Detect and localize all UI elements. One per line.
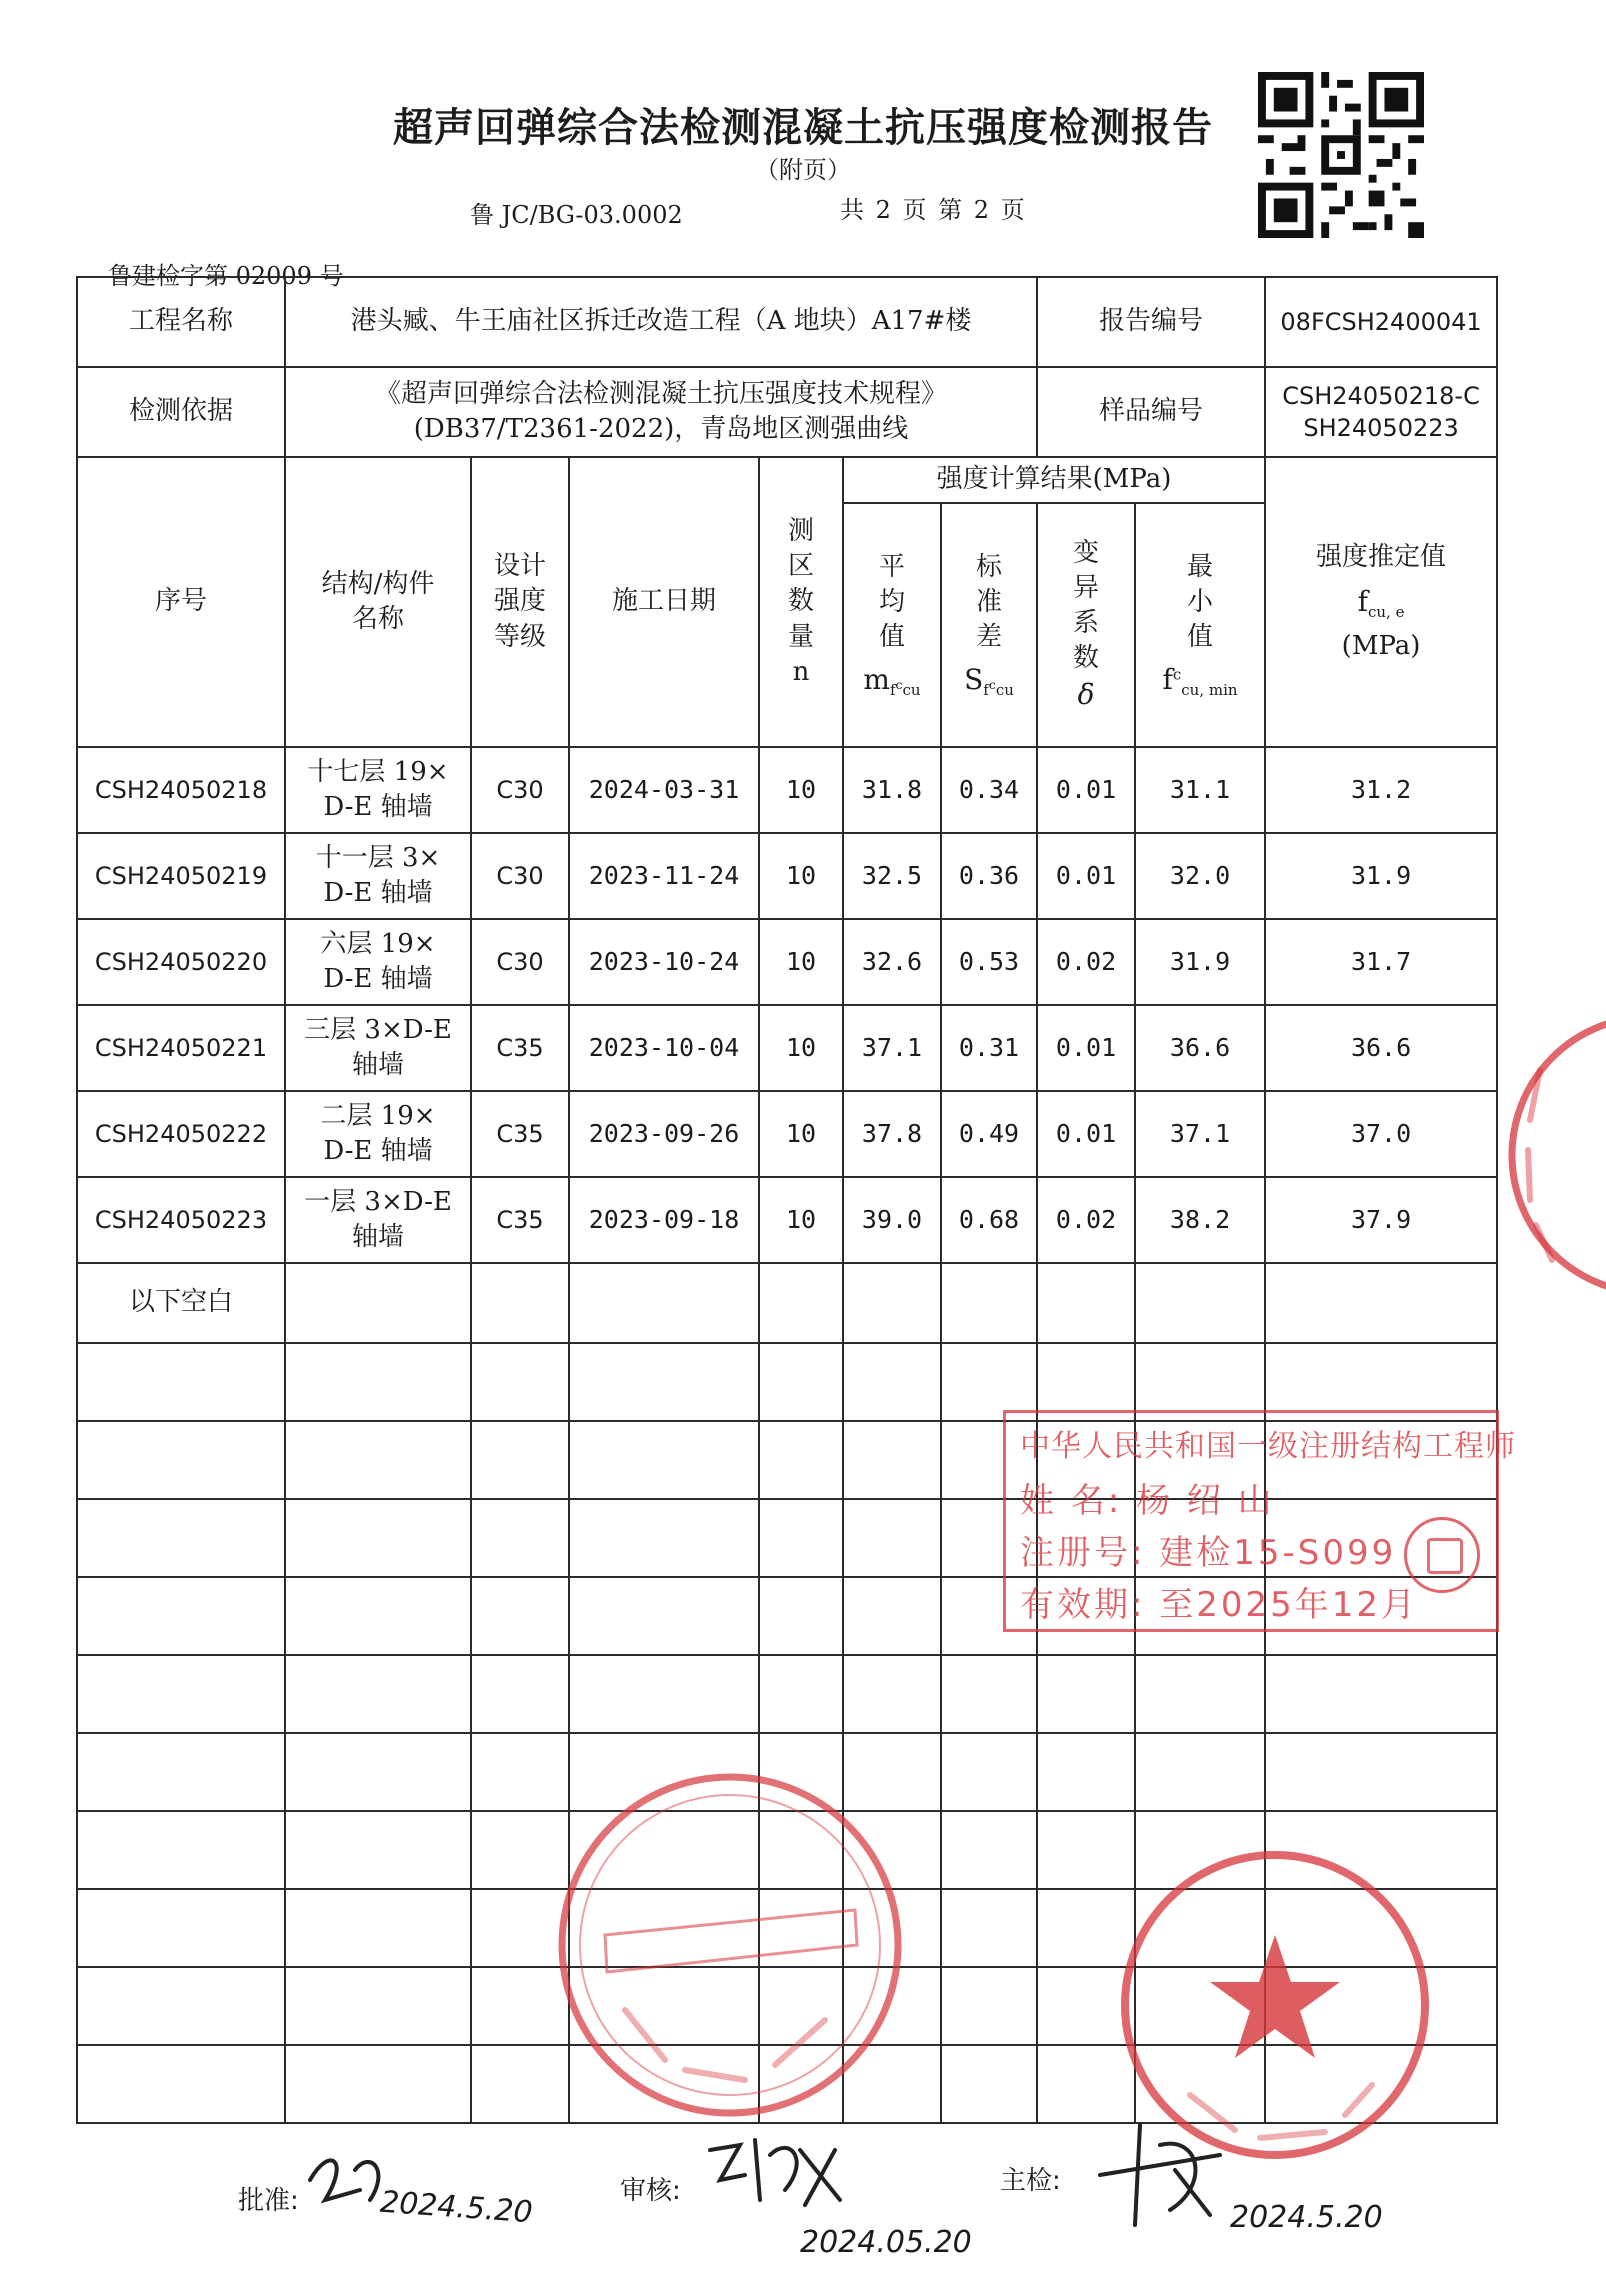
row-member-line-2: D-E 轴墙: [323, 1136, 433, 1166]
row-id: CSH24050223: [77, 1177, 285, 1263]
report-number-value: 08FCSH2400041: [1265, 277, 1497, 367]
col-min-ch-1: 小: [1187, 586, 1214, 617]
qr-code-icon: [1258, 72, 1424, 238]
row-cv: 0.02: [1037, 919, 1135, 1005]
sample-number-line-2: SH24050223: [1303, 414, 1459, 442]
row-count: 10: [759, 747, 843, 833]
review-signature: [700, 2130, 850, 2220]
col-date: 施工日期: [569, 457, 759, 747]
col-mean-ch-2: 值: [878, 621, 905, 652]
star-icon: [1210, 1935, 1340, 2058]
row-member-line-2: D-E 轴墙: [323, 878, 433, 908]
row-grade: C35: [471, 1091, 569, 1177]
col-grade: 设计强度等级: [471, 457, 569, 747]
table-row: [77, 919, 1497, 1005]
col-estimate: [1265, 457, 1497, 747]
row-cv: 0.01: [1037, 833, 1135, 919]
row-count: 10: [759, 833, 843, 919]
row-std: 0.68: [941, 1177, 1037, 1263]
inspect-label: 主检:: [1000, 2166, 1061, 2196]
row-member-line-2: 轴墙: [351, 1050, 404, 1080]
row-member-line-1: 十一层 3×: [315, 842, 441, 873]
row-cv: 0.01: [1037, 747, 1135, 833]
col-seq: 序号: [77, 457, 285, 747]
row-member: [285, 1005, 471, 1091]
col-calc-group: 强度计算结果(MPa): [843, 457, 1265, 503]
col-min-sym: f: [1162, 662, 1173, 696]
col-cv-ch-2: 系: [1073, 608, 1100, 639]
row-count: 10: [759, 1177, 843, 1263]
row-date: 2023-10-04: [569, 1005, 759, 1091]
row-id: CSH24050220: [77, 919, 285, 1005]
row-date: 2023-09-18: [569, 1177, 759, 1263]
col-cv-ch-3: 数: [1073, 643, 1100, 674]
row-grade: C30: [471, 919, 569, 1005]
row-estimate: 36.6: [1265, 1005, 1497, 1091]
row-mean: 37.8: [843, 1091, 941, 1177]
col-mean-sup: c: [895, 677, 903, 693]
col-cv-sym: δ: [1077, 678, 1095, 712]
row-member-line-2: D-E 轴墙: [323, 964, 433, 994]
row-mean: 31.8: [843, 747, 941, 833]
sample-number-label: 样品编号: [1037, 367, 1265, 457]
col-min: [1135, 503, 1265, 747]
table-row: [77, 1005, 1497, 1091]
row-member: [285, 747, 471, 833]
row-date: 2023-11-24: [569, 833, 759, 919]
row-member-line-1: 十七层 19×: [307, 756, 449, 787]
col-mean-sym: m: [863, 662, 890, 696]
row-std: 0.34: [941, 747, 1037, 833]
col-mean-ch-0: 平: [878, 551, 905, 582]
row-count: 10: [759, 919, 843, 1005]
col-std-sub2: cu: [995, 681, 1014, 700]
document-number: 鲁 JC/BG-03.0002: [470, 201, 683, 229]
engineer-stamp-name: 姓 名: 杨 绍 山: [1020, 1481, 1275, 1521]
table-row: [77, 833, 1497, 919]
col-min-ch-0: 最: [1187, 551, 1214, 582]
col-estimate-sub: cu, e: [1367, 603, 1405, 622]
blank-note: 以下空白: [77, 1263, 285, 1343]
row-min: 37.1: [1135, 1091, 1265, 1177]
basis-label: 检测依据: [77, 367, 285, 457]
row-member: [285, 919, 471, 1005]
row-member: [285, 1177, 471, 1263]
row-id: CSH24050222: [77, 1091, 285, 1177]
engineer-stamp-title: 中华人民共和国一级注册结构工程师: [1020, 1429, 1516, 1464]
review-date: 2024.05.20: [800, 2225, 972, 2260]
row-estimate: 31.9: [1265, 833, 1497, 919]
row-count: 10: [759, 1091, 843, 1177]
table-row: [77, 747, 1497, 833]
row-date: 2024-03-31: [569, 747, 759, 833]
row-grade: C35: [471, 1177, 569, 1263]
row-min: 36.6: [1135, 1005, 1265, 1091]
row-estimate: 37.0: [1265, 1091, 1497, 1177]
row-min: 31.1: [1135, 747, 1265, 833]
row-min: 38.2: [1135, 1177, 1265, 1263]
emblem-icon: [1404, 1517, 1480, 1593]
col-std-ch-1: 准: [976, 586, 1003, 617]
row-mean: 39.0: [843, 1177, 941, 1263]
col-count-ch-1: 区: [787, 551, 814, 582]
row-cv: 0.01: [1037, 1005, 1135, 1091]
col-std-ch-2: 差: [976, 621, 1003, 652]
basis-line-2: (DB37/T2361-2022)，青岛地区测强曲线: [413, 414, 909, 444]
row-std: 0.36: [941, 833, 1037, 919]
col-count: [759, 457, 843, 747]
col-std-ch-0: 标: [976, 551, 1003, 582]
row-count: 10: [759, 1005, 843, 1091]
col-estimate-unit: (MPa): [1341, 630, 1421, 661]
col-cv-ch-0: 变: [1073, 537, 1100, 568]
report-number-label: 报告编号: [1037, 277, 1265, 367]
row-mean: 37.1: [843, 1005, 941, 1091]
project-value: 港头臧、牛王庙社区拆迁改造工程（A 地块）A17#楼: [285, 277, 1037, 367]
row-id: CSH24050221: [77, 1005, 285, 1091]
report-subtitle: （附页）: [755, 156, 851, 184]
row-cv: 0.02: [1037, 1177, 1135, 1263]
col-count-ch-0: 测: [787, 516, 814, 547]
row-id: CSH24050218: [77, 747, 285, 833]
col-min-sub: cu, min: [1181, 681, 1238, 700]
col-cv: [1037, 503, 1135, 747]
row-cv: 0.01: [1037, 1091, 1135, 1177]
table-row: [77, 1091, 1497, 1177]
col-std: [941, 503, 1037, 747]
row-grade: C30: [471, 833, 569, 919]
report-title: 超声回弹综合法检测混凝土抗压强度检测报告: [393, 105, 1213, 151]
project-label: 工程名称: [77, 277, 285, 367]
row-min: 31.9: [1135, 919, 1265, 1005]
col-estimate-sym: f: [1357, 585, 1368, 619]
col-std-sup: c: [988, 677, 996, 693]
approve-date: 2024.5.20: [378, 2184, 534, 2231]
row-mean: 32.6: [843, 919, 941, 1005]
inspection-seal-left: [545, 1760, 915, 2130]
certificate-number: 鲁建检字第 02009 号: [108, 262, 344, 290]
engineer-stamp: [1003, 1410, 1516, 1632]
col-std-sym: S: [964, 662, 984, 696]
row-std: 0.53: [941, 919, 1037, 1005]
row-grade: C35: [471, 1005, 569, 1091]
col-count-ch-3: 量: [787, 621, 814, 652]
row-mean: 32.5: [843, 833, 941, 919]
approve-label: 批准:: [238, 2186, 299, 2216]
engineer-stamp-valid: 有效期: 至2025年12月: [1020, 1585, 1419, 1625]
col-min-ch-2: 值: [1187, 621, 1214, 652]
row-date: 2023-09-26: [569, 1091, 759, 1177]
table-row: [77, 1177, 1497, 1263]
col-mean: [843, 503, 941, 747]
row-std: 0.31: [941, 1005, 1037, 1091]
basis-line-1: 《超声回弹综合法检测混凝土抗压强度技术规程》: [375, 378, 948, 409]
row-member-line-2: 轴墙: [351, 1222, 404, 1252]
row-date: 2023-10-24: [569, 919, 759, 1005]
row-estimate: 31.7: [1265, 919, 1497, 1005]
col-mean-sub: f: [889, 681, 896, 700]
col-cv-ch-1: 异: [1073, 573, 1100, 603]
row-estimate: 31.2: [1265, 747, 1497, 833]
row-grade: C30: [471, 747, 569, 833]
col-mean-ch-1: 均: [878, 586, 905, 617]
row-member-line-1: 三层 3×D-E: [304, 1014, 452, 1045]
table-row: [77, 1263, 1497, 1343]
edge-seal-fragment: [1500, 1010, 1606, 1300]
basis-value: [285, 367, 1037, 457]
sample-number-line-1: CSH24050218-C: [1282, 381, 1480, 410]
sample-number-value: [1265, 367, 1497, 457]
col-mean-sub2: cu: [902, 681, 921, 700]
col-count-ch-4: n: [792, 656, 810, 687]
row-member-line-1: 一层 3×D-E: [304, 1186, 452, 1217]
row-member-line-2: D-E 轴墙: [323, 792, 433, 822]
col-member: 结构/构件名称: [285, 457, 471, 747]
row-member-line-1: 二层 19×: [320, 1100, 436, 1131]
page-count: 共 2 页 第 2 页: [840, 196, 1027, 224]
col-count-ch-2: 数: [787, 586, 814, 617]
col-std-sub: f: [983, 681, 989, 700]
inspect-signature: [1080, 2115, 1230, 2235]
row-std: 0.49: [941, 1091, 1037, 1177]
row-id: CSH24050219: [77, 833, 285, 919]
row-member: [285, 833, 471, 919]
row-member: [285, 1091, 471, 1177]
row-estimate: 37.9: [1265, 1177, 1497, 1263]
row-member-line-1: 六层 19×: [320, 928, 436, 959]
inspect-date: 2024.5.20: [1230, 2200, 1383, 2235]
empty-row: [77, 1655, 1497, 1733]
review-label: 审核:: [620, 2176, 681, 2206]
col-estimate-label: 强度推定值: [1316, 542, 1447, 573]
engineer-stamp-reg: 注册号: 建检15-S099: [1020, 1533, 1397, 1573]
col-min-sup: c: [1172, 665, 1182, 684]
row-min: 32.0: [1135, 833, 1265, 919]
